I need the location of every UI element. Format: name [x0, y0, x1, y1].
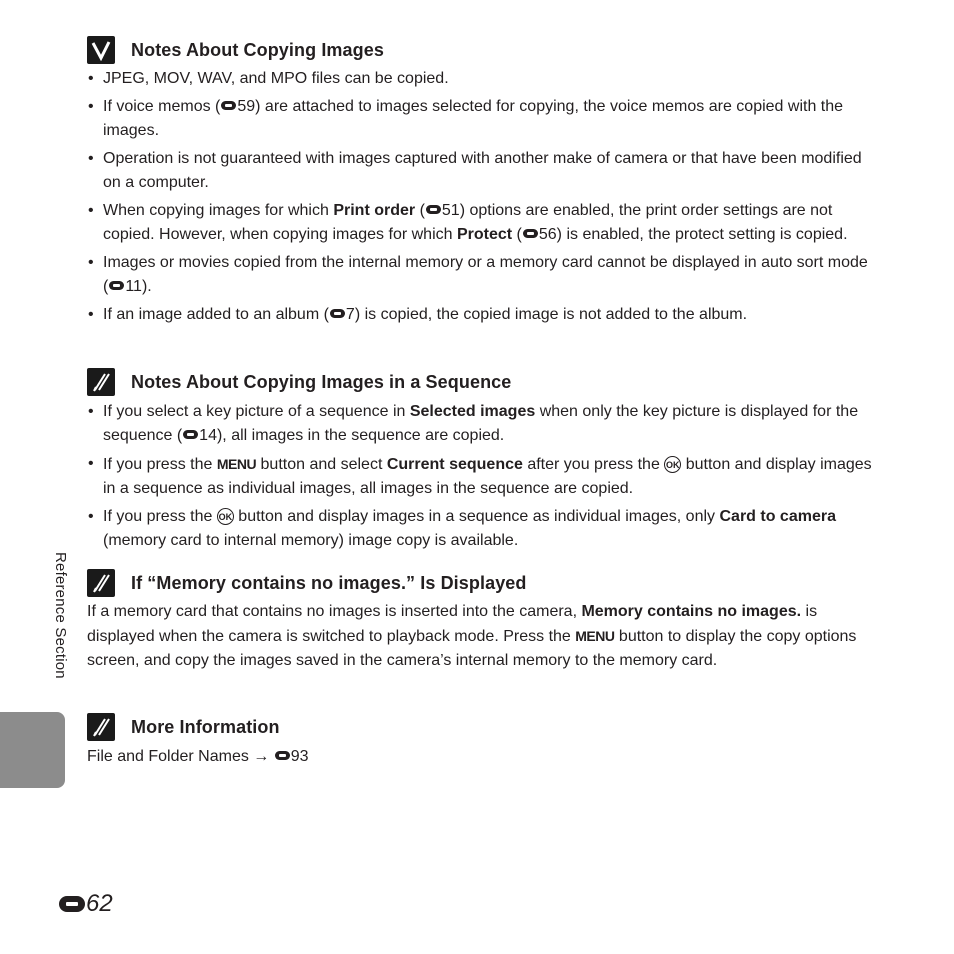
menu-button-icon: MENU [216, 456, 257, 472]
e-reference-icon [221, 101, 236, 110]
pencil-note-icon [87, 713, 115, 741]
e-reference-icon [426, 205, 441, 214]
ok-button-icon: OK [664, 456, 681, 473]
e-reference-icon [59, 896, 85, 912]
e-reference-icon [109, 281, 124, 290]
ok-button-icon: OK [217, 508, 234, 525]
arrow-icon: → [253, 748, 270, 765]
e-reference-icon [523, 229, 538, 238]
memory-no-images-paragraph: If a memory card that contains no images is inserted into the camera, Memory contains no images. is displayed when the camera is switched to playback mode. Press the MENU button to display the copy options screen, and copy the images saved in the camera’s internal memory to the memory card. [87, 603, 857, 669]
more-information-line: File and Folder Names → 93 [87, 748, 309, 765]
list-item: • If voice memos ( 59) are attached to images selected for copying, the voice memos are copied with the images. [87, 95, 877, 143]
pencil-note-icon [87, 368, 115, 396]
section-heading-memory-no-images: If “Memory contains no images.” Is Displayed [87, 569, 527, 597]
checkmark-icon [87, 36, 115, 64]
sequence-notes-list [87, 400, 877, 557]
list-item: • If an image added to an album ( 7) is copied, the copied image is not added to the album. [87, 303, 877, 327]
e-reference-icon [183, 430, 198, 439]
section-heading-sequence: Notes About Copying Images in a Sequence [87, 368, 511, 396]
menu-button-icon: MENU [575, 628, 615, 644]
copying-notes-list [87, 67, 877, 331]
section-tab [0, 712, 65, 788]
list-item: • If you select a key picture of a sequence in Selected images when only the key picture is displayed for the sequence ( 14), all images in the sequence are copied. [87, 400, 877, 448]
e-reference-icon [275, 751, 290, 760]
e-reference-icon [330, 309, 345, 318]
section-heading-more-information: More Information [87, 713, 280, 741]
sidebar-section-label: Reference Section [52, 552, 69, 679]
list-item: • If you press the OK button and display images in a sequence as individual images, only Card to camera (memory card to internal memory) image copy is available. [87, 505, 877, 553]
section-heading-copying-images: Notes About Copying Images [87, 36, 384, 64]
list-item: • JPEG, MOV, WAV, and MPO files can be copied. [87, 67, 877, 91]
list-item: • When copying images for which Print order ( 51) options are enabled, the print order settings are not copied. However, when copying images for which Protect ( 56) is enabled, the protect setting is copied. [87, 199, 877, 247]
list-item: • If you press the MENU button and select Current sequence after you press the OK button and display images in a sequence as individual images, all images in the sequence are copied. [87, 452, 877, 501]
page-number: 62 [59, 890, 113, 918]
list-item: • Images or movies copied from the internal memory or a memory card cannot be displayed in auto sort mode ( 11). [87, 251, 877, 299]
list-item: • Operation is not guaranteed with images captured with another make of camera or that have been modified on a computer. [87, 147, 877, 195]
pencil-note-icon [87, 569, 115, 597]
